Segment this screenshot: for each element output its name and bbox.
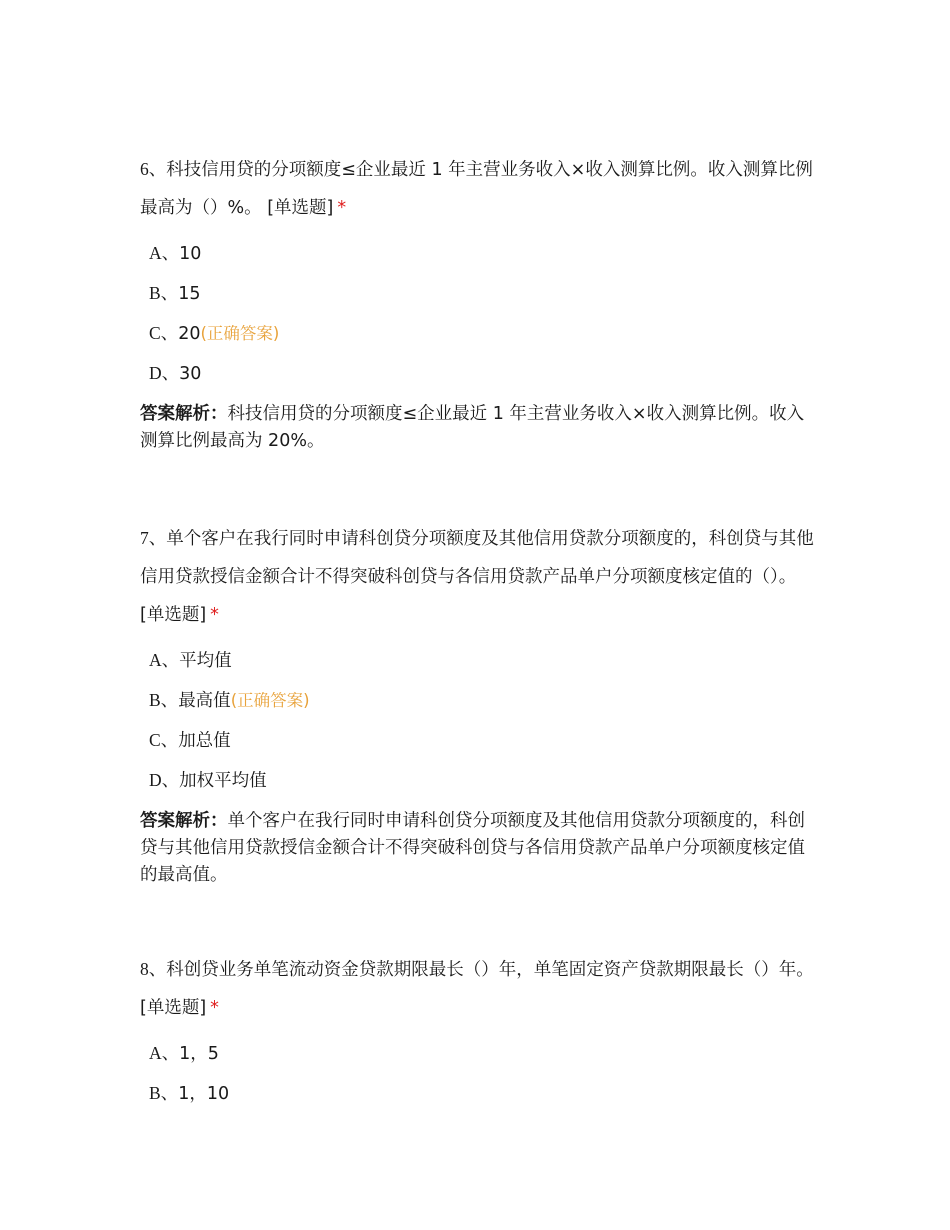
option-text: 加权平均值 [179,771,267,791]
question-6 [140,150,820,455]
option-a[interactable] [149,640,820,680]
question-title [140,950,820,1027]
analysis-text: 单个客户在我行同时申请科创贷分项额度及其他信用贷款分项额度的，科创贷与其他信用贷款授信金额合计不得突破科创贷与各信用贷款产品单户分项额度核定值的最高值。 [140,811,805,885]
option-letter: C、 [149,730,179,750]
question-number: 6、 [140,159,167,179]
option-letter: B、 [149,283,179,303]
required-mark: * [210,605,219,625]
question-type-tag: [单选题] [140,605,207,625]
option-b[interactable] [149,1073,820,1113]
option-c[interactable] [149,720,820,760]
option-text: 15 [178,284,201,304]
option-list [149,1033,820,1113]
question-number: 8、 [140,959,167,979]
option-b[interactable] [149,273,820,313]
question-number: 7、 [140,528,167,548]
option-text: 1，5 [179,1044,219,1064]
option-a[interactable] [149,233,820,273]
answer-analysis [140,401,820,455]
question-title [140,519,820,634]
correct-answer-label: (正确答案) [200,324,280,343]
question-8 [140,950,820,1113]
option-text: 平均值 [179,651,232,671]
option-text: 1，10 [178,1084,230,1104]
question-7 [140,519,820,889]
analysis-label: 答案解析： [140,811,228,831]
option-list [149,233,820,393]
option-d[interactable] [149,353,820,393]
option-letter: D、 [149,770,180,790]
option-letter: D、 [149,363,180,383]
option-letter: A、 [149,650,180,670]
option-letter: B、 [149,690,179,710]
analysis-label: 答案解析： [140,404,228,424]
required-mark: * [337,198,347,218]
option-b[interactable] [149,680,820,720]
answer-analysis [140,808,820,889]
question-text: 单个客户在我行同时申请科创贷分项额度及其他信用贷款分项额度的，科创贷与其他信用贷款授信金额合计不得突破科创贷与各信用贷款产品单户分项额度核定值的（）。 [140,529,814,587]
question-title [140,150,820,227]
option-letter: C、 [149,323,179,343]
question-type-tag: [单选题] [140,998,207,1018]
option-text: 10 [179,244,202,264]
question-type-tag: [单选题] [267,198,334,218]
option-text: 最高值 [178,691,231,711]
option-letter: B、 [149,1083,179,1103]
option-c[interactable] [149,313,820,353]
required-mark: * [210,998,219,1018]
option-list [149,640,820,800]
option-letter: A、 [149,243,180,263]
question-text: 科技信用贷的分项额度≤企业最近 1 年主营业务收入×收入测算比例。收入测算比例最高为（）%。 [140,160,813,218]
option-text: 30 [179,364,202,384]
option-text: 加总值 [178,731,231,751]
question-text: 科创贷业务单笔流动资金贷款期限最长（）年，单笔固定资产贷款期限最长（）年。 [166,960,814,980]
option-letter: A、 [149,1043,180,1063]
correct-answer-label: (正确答案) [230,691,310,710]
analysis-text: 科技信用贷的分项额度≤企业最近 1 年主营业务收入×收入测算比例。收入测算比例最高为 20%。 [140,404,805,451]
option-d[interactable] [149,760,820,800]
option-text: 20 [178,324,201,344]
option-a[interactable] [149,1033,820,1073]
